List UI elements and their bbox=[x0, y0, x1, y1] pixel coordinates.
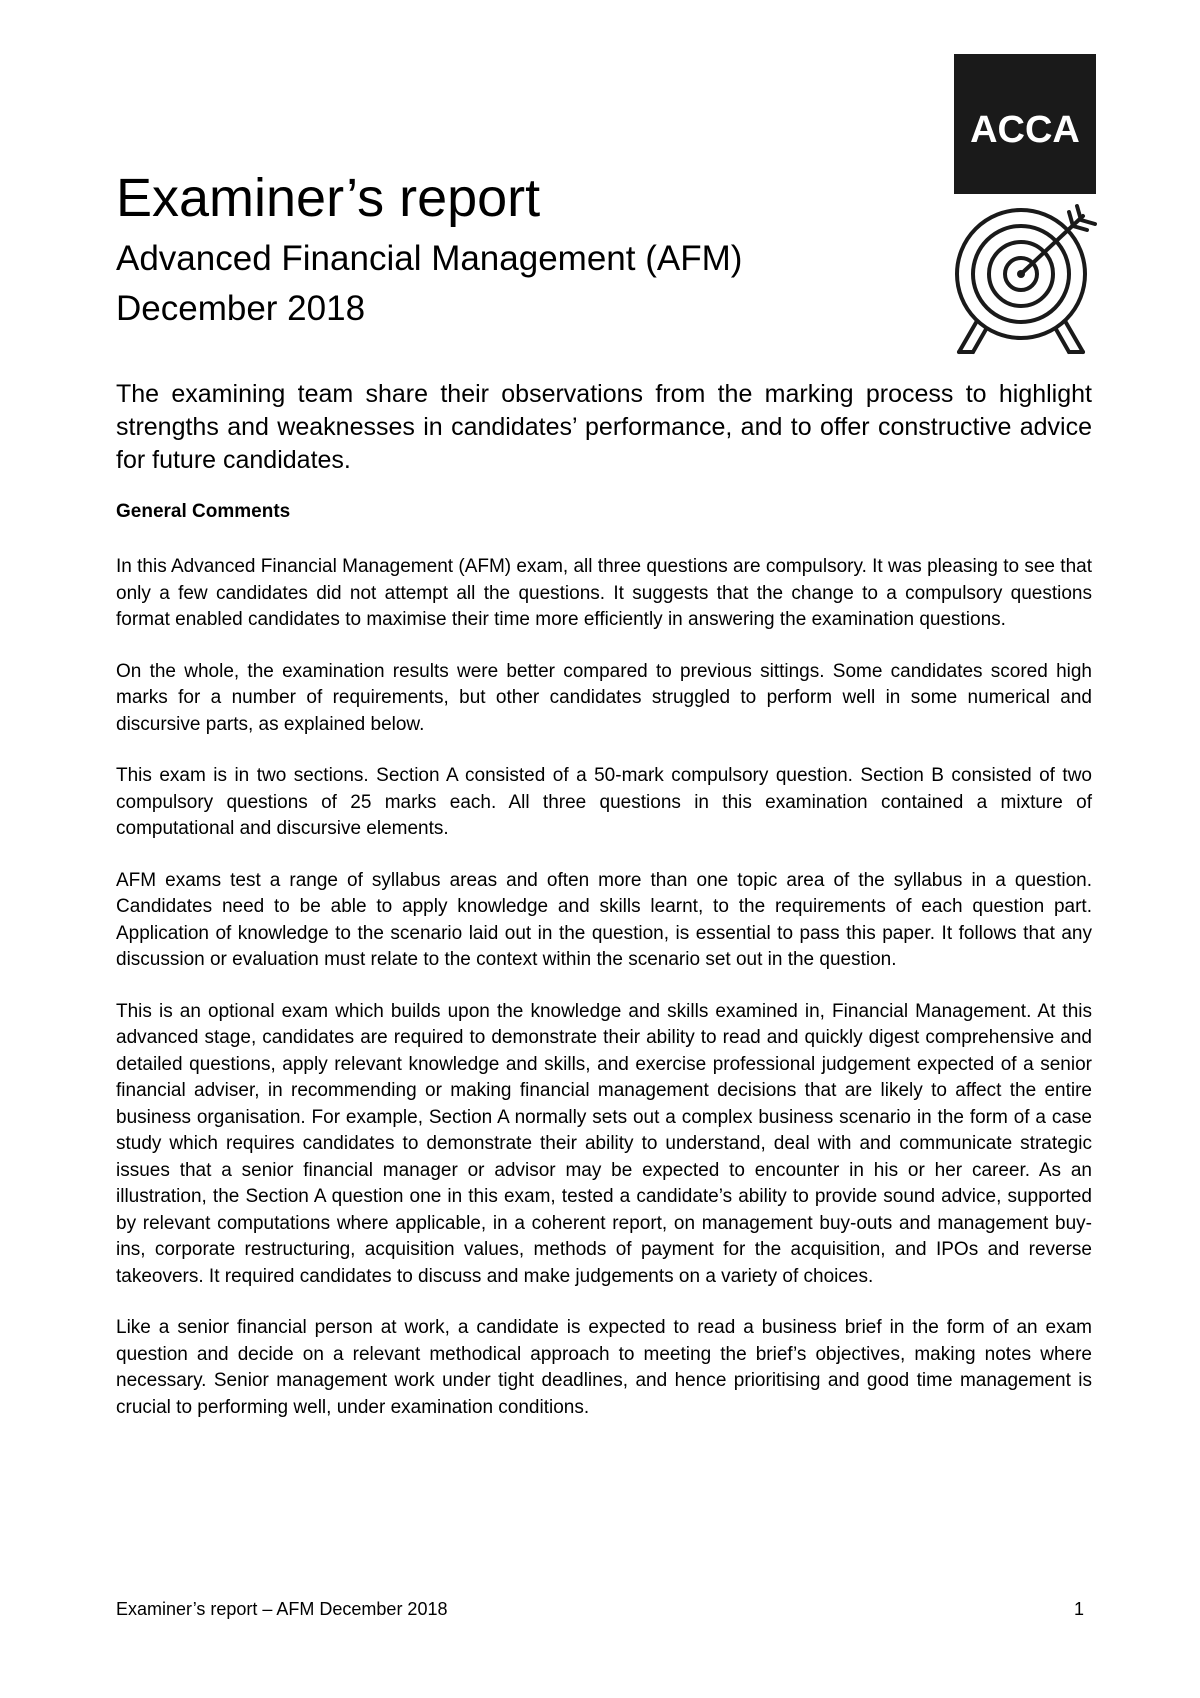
exam-session: December 2018 bbox=[116, 289, 366, 328]
acca-logo bbox=[954, 54, 1096, 194]
section-heading: General Comments bbox=[116, 501, 291, 522]
footer-text: Examiner’s report – AFM December 2018 bbox=[116, 1599, 448, 1619]
paragraph: This exam is in two sections. Section A consisted of a 50-mark compulsory question. Section B consisted of two compulsory questions of 25 marks each. All three questions in this examination contained a mixture of computational and discursive elements. bbox=[116, 765, 1092, 839]
paragraph: This is an optional exam which builds upon the knowledge and skills examined in, Financial Management. At this advanced stage, candidates are required to demonstrate their ability to read and quickly digest comprehensive and detailed questions, apply relevant knowledge and skills, and exercise professional judgement expected of a senior financial adviser, in recommending or making financial management decisions that are likely to affect the entire business organisation. For example, Section A normally sets out a complex business scenario in the form of a case study which requires candidates to demonstrate their ability to understand, deal with and communicate strategic issues that a senior financial manager or advisor may be expected to encounter in his or her career. As an illustration, the Section A question one in this exam, tested a candidate’s ability to provide sound advice, supported by relevant computations where applicable, in a coherent report, on management buy-outs and management buy-ins, corporate restructuring, acquisition values, methods of payment for the acquisition, and IPOs and reverse takeovers. It required candidates to discuss and make judgements on a variety of choices. bbox=[116, 1000, 1092, 1287]
paragraph: Like a senior financial person at work, a candidate is expected to read a business brief in the form of an exam question and decide on a relevant methodical approach to meeting the brief’s objectives, making notes where necessary. Senior management work under tight deadlines, and hence prioritising and good time management is crucial to performing well, under examination conditions. bbox=[116, 1317, 1092, 1418]
paragraph: On the whole, the examination results were better compared to previous sittings. Some candidates scored high marks for a number of requirements, but other candidates struggled to perform well in some numerical and discursive parts, as explained below. bbox=[116, 660, 1092, 735]
acca-logo-text: ACCA bbox=[970, 109, 1080, 151]
page-title: Examiner’s report bbox=[116, 168, 541, 228]
exam-subject: Advanced Financial Management (AFM) bbox=[116, 239, 743, 278]
paragraph: AFM exams test a range of syllabus areas and often more than one topic area of the syllabus in a question. Candidates need to be able to apply knowledge and skills learnt, to the requirements of each question part. Application of knowledge to the scenario laid out in the question, is essential to pass this paper. It follows that any discussion or evaluation must relate to the context within the scenario set out in the question. bbox=[116, 869, 1092, 970]
target-arrow-icon bbox=[945, 202, 1105, 360]
paragraph: In this Advanced Financial Management (AFM) exam, all three questions are compulsory. It was pleasing to see that only a few candidates did not attempt all the questions. It suggests that the change to a compulsory questions format enabled candidates to maximise their time more efficiently in answering the examination questions. bbox=[116, 556, 1092, 630]
report-body bbox=[116, 554, 1092, 1446]
page-number: 1 bbox=[1073, 1599, 1084, 1619]
intro-text: The examining team share their observations from the marking process to highlight strengths and weaknesses in candidates’ performance, and to offer constructive advice for future candidates. bbox=[116, 380, 1092, 474]
